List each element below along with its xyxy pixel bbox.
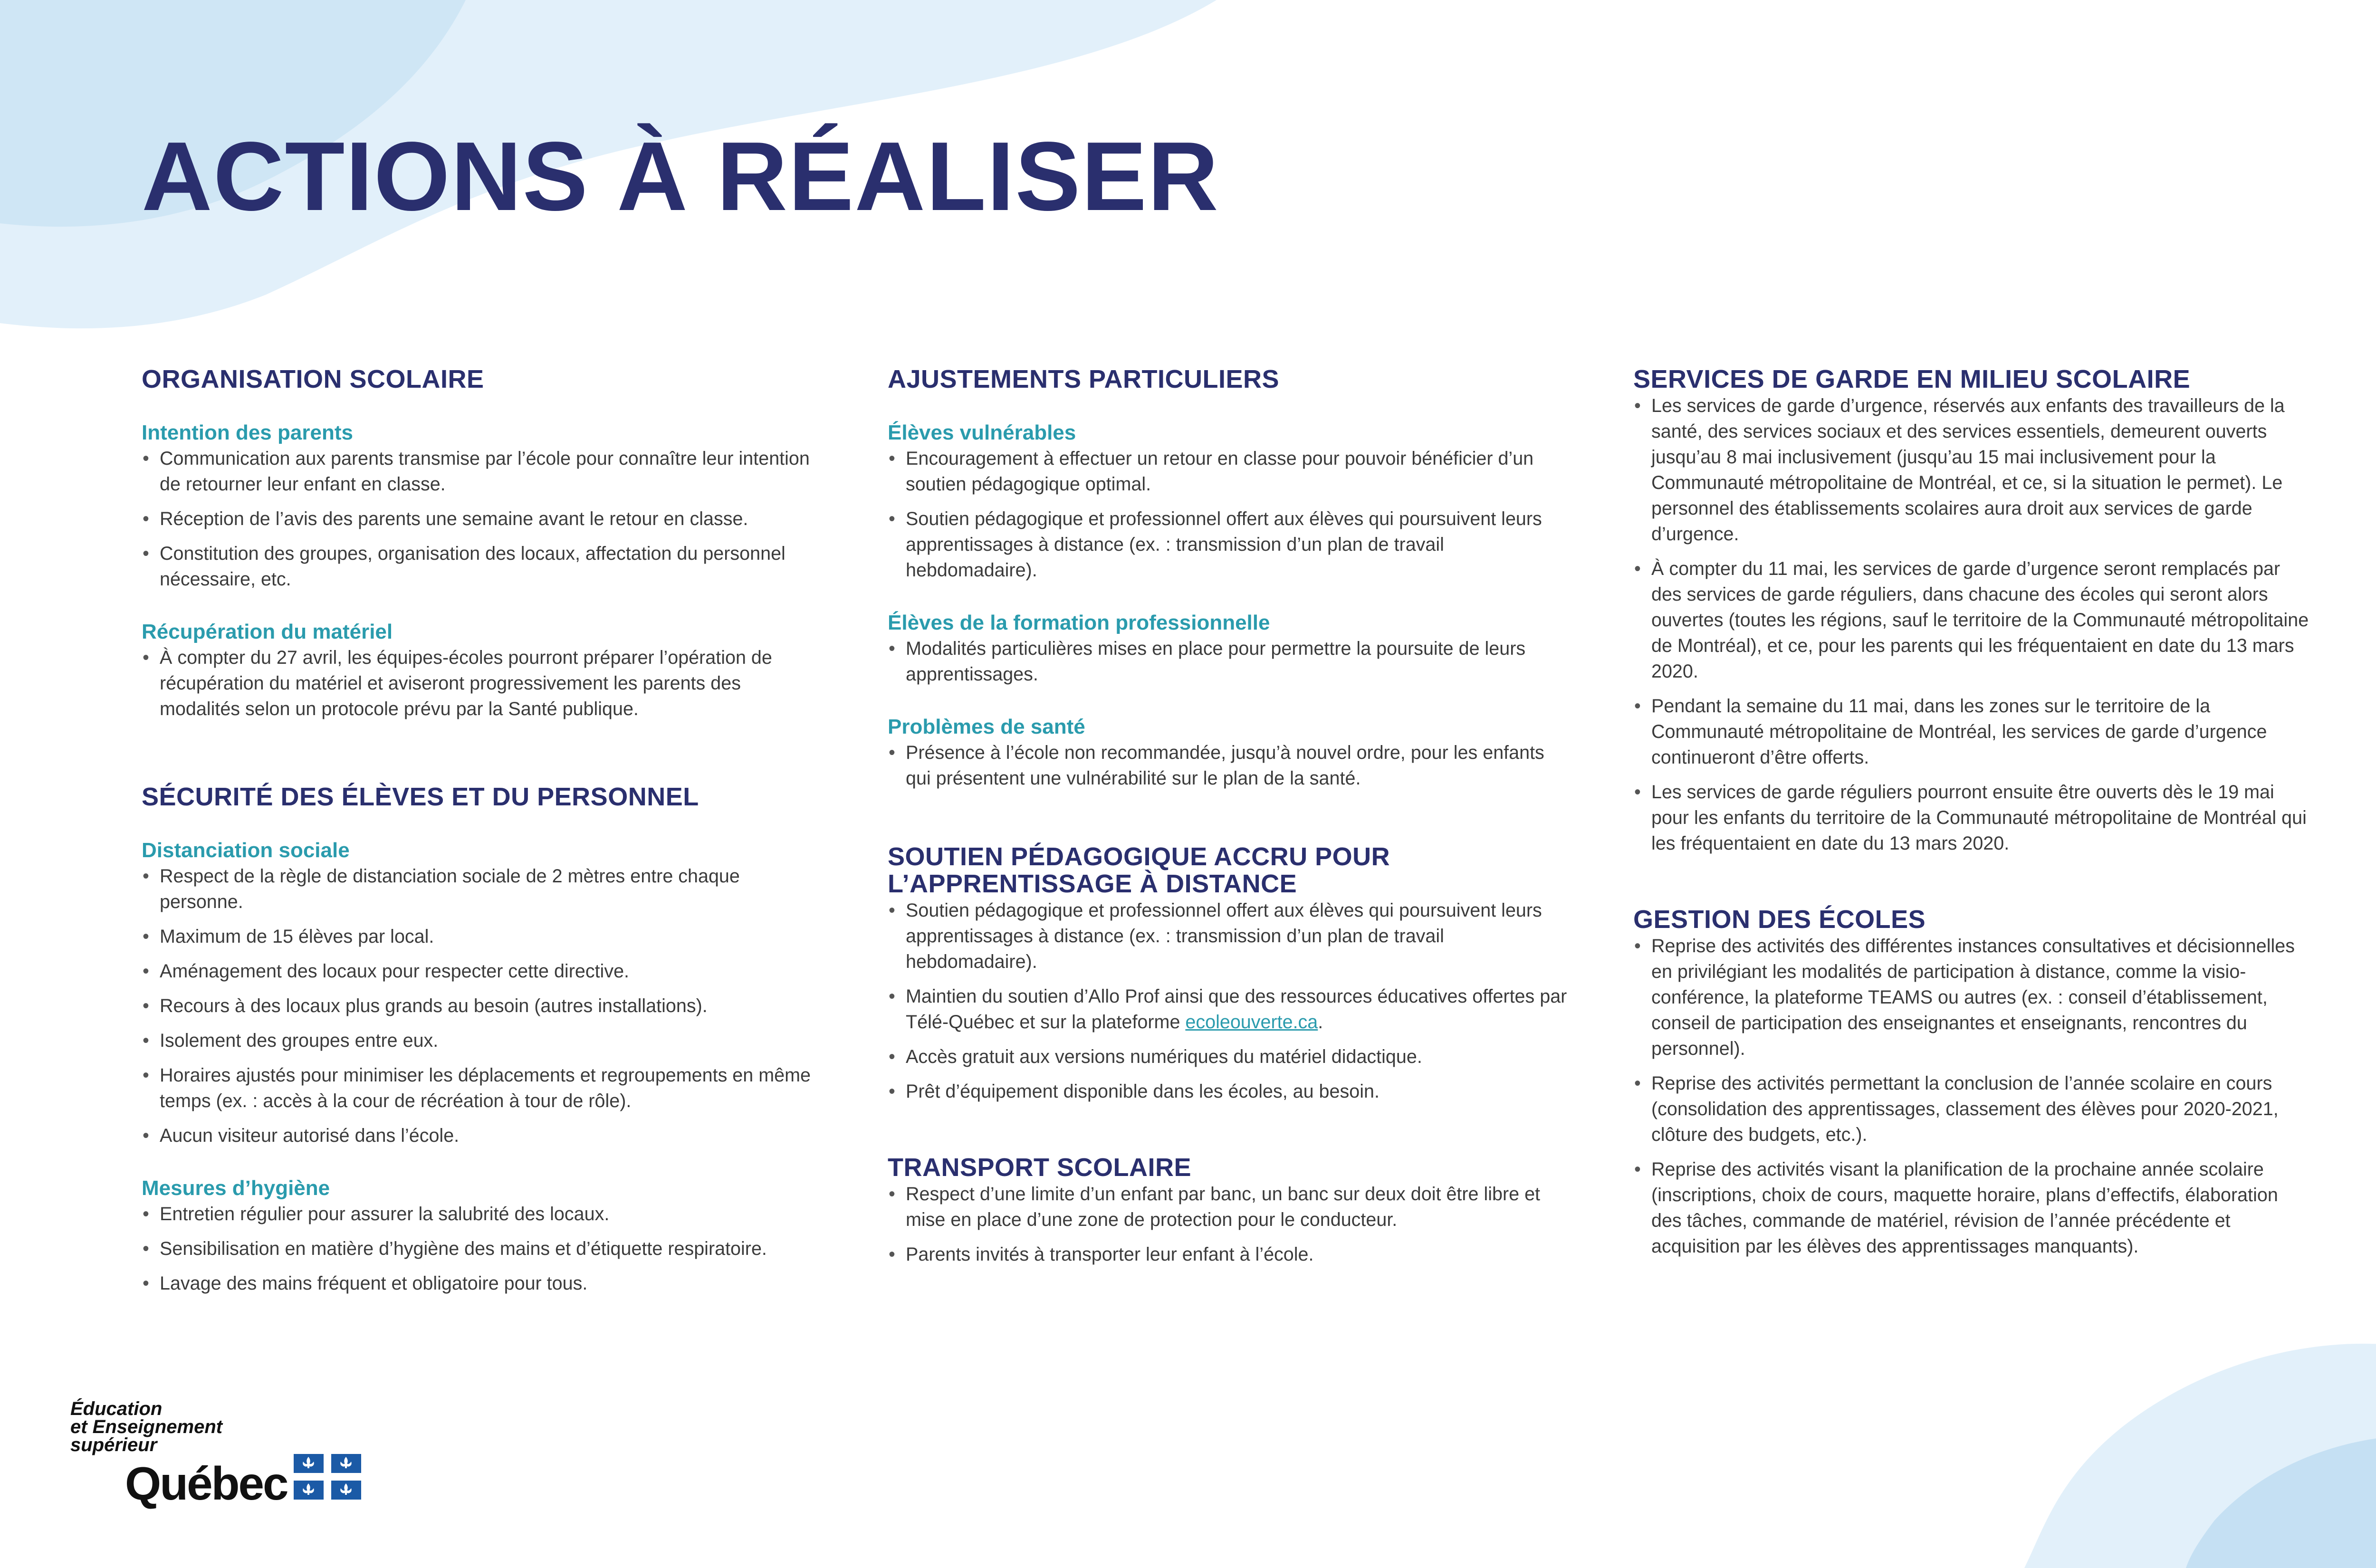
list-item-allo-prof xyxy=(888,984,1567,1035)
list-item: • À compter du 11 mai, les services de garde d’urgence seront remplacés par des services de garde réguliers, dans chacune des écoles qui seront alors ouvertes (toutes les régions, sauf le territoire de la Communauté métropolitaine de Montréal), et ce, pour les parents qui les fréquentaient en date du 13 mars 2020. xyxy=(1633,556,2313,684)
list-item: • Les services de garde réguliers pourront ensuite être ouverts dès le 19 mai pour les enfants du territoire de la Communauté métropolitaine de Montréal qui les fréquentaient en date du 13 mars 2020. xyxy=(1633,779,2313,856)
list-item: • Communication aux parents transmise par l’école pour connaître leur intention de retourner leur enfant en classe. xyxy=(142,446,821,497)
list-item: • À compter du 27 avril, les équipes-écoles pourront préparer l’opération de récupération du matériel et aviseront progressivement les parents des modalités selon un protocole prévu par la Santé publique. xyxy=(142,645,821,722)
bullet-list xyxy=(888,636,1567,687)
bullet-list xyxy=(888,446,1567,583)
list-item: • Respect de la règle de distanciation sociale de 2 mètres entre chaque personne. xyxy=(142,863,821,915)
section-organisation-scolaire xyxy=(142,366,821,722)
subheading-distanciation: Distanciation sociale xyxy=(142,839,350,862)
list-item: • Lavage des mains fréquent et obligatoire pour tous. xyxy=(142,1271,821,1296)
link-trailing-period: . xyxy=(1318,1012,1323,1033)
logo-wordmark-quebec: Québec xyxy=(125,1457,287,1510)
column-left xyxy=(142,366,821,1305)
list-item: • Aucun visiteur autorisé dans l’école. xyxy=(142,1123,821,1148)
subheading-problemes-sante: Problèmes de santé xyxy=(888,715,1085,738)
section-heading: ORGANISATION SCOLAIRE xyxy=(142,365,484,393)
allo-prof-text: Maintien du soutien d’Allo Prof ainsi que des ressources éducatives offertes par Télé-Québec et sur la plateforme xyxy=(906,986,1567,1033)
ecoleouverte-link[interactable]: ecoleouverte.ca xyxy=(1185,1012,1318,1033)
subheading-hygiene: Mesures d’hygiène xyxy=(142,1176,330,1200)
list-item: • Maximum de 15 élèves par local. xyxy=(142,924,821,949)
subheading-intention-parents: Intention des parents xyxy=(142,421,353,445)
list-item: • Présence à l’école non recommandée, jusqu’à nouvel ordre, pour les enfants qui présentent une vulnérabilité sur le plan de la santé. xyxy=(888,740,1567,791)
list-item: • Aménagement des locaux pour respecter cette directive. xyxy=(142,958,821,984)
subheading-recuperation-materiel: Récupération du matériel xyxy=(142,620,393,644)
bullet-list xyxy=(142,1201,821,1296)
subheading-eleves-vulnerables: Élèves vulnérables xyxy=(888,421,1076,445)
list-item: • Accès gratuit aux versions numériques du matériel didactique. xyxy=(888,1044,1567,1070)
quebec-flag-icon xyxy=(294,1454,361,1500)
list-item: • Modalités particulières mises en place pour permettre la poursuite de leurs apprentissages. xyxy=(888,636,1567,687)
list-item: • Sensibilisation en matière d’hygiène des mains et d’étiquette respiratoire. xyxy=(142,1236,821,1262)
quebec-ministry-logo xyxy=(70,1398,287,1510)
section-gestion-ecoles xyxy=(1633,906,2313,1259)
list-item: • Constitution des groupes, organisation des locaux, affectation du personnel nécessaire, etc. xyxy=(142,541,821,592)
list-item: • Recours à des locaux plus grands au besoin (autres installations). xyxy=(142,993,821,1019)
list-item: • Reprise des activités permettant la conclusion de l’année scolaire en cours (consolidation des apprentissages, classement des élèves pour 2020-2021, clôture des budgets, etc.). xyxy=(1633,1071,2313,1147)
logo-line-education: Éducation xyxy=(70,1398,163,1419)
section-heading: AJUSTEMENTS PARTICULIERS xyxy=(888,365,1280,393)
section-heading: SÉCURITÉ DES ÉLÈVES ET DU PERSONNEL xyxy=(142,782,699,811)
list-item: • Entretien régulier pour assurer la salubrité des locaux. xyxy=(142,1201,821,1227)
section-heading: GESTION DES ÉCOLES xyxy=(1633,905,1926,934)
list-item: • Isolement des groupes entre eux. xyxy=(142,1028,821,1053)
column-middle xyxy=(888,366,1567,1276)
list-item: • Parents invités à transporter leur enfant à l’école. xyxy=(888,1242,1567,1267)
bullet-list xyxy=(142,645,821,722)
logo-line-enseignement: et Enseignement xyxy=(70,1416,223,1437)
bullet-list xyxy=(1633,933,2313,1259)
bullet-list xyxy=(1633,393,2313,856)
bullet-list xyxy=(888,1181,1567,1267)
list-item: • Réception de l’avis des parents une semaine avant le retour en classe. xyxy=(142,506,821,532)
section-ajustements xyxy=(888,366,1567,791)
list-item: • Soutien pédagogique et professionnel offert aux élèves qui poursuivent leurs apprentissages à distance (ex. : transmission d’un plan de travail hebdomadaire). xyxy=(888,506,1567,583)
bullet-list xyxy=(888,740,1567,791)
section-transport-scolaire xyxy=(888,1154,1567,1267)
section-heading: SERVICES DE GARDE EN MILIEU SCOLAIRE xyxy=(1633,365,2191,393)
bullet-list xyxy=(888,898,1567,1104)
bullet-list xyxy=(142,863,821,1148)
list-item: • Les services de garde d’urgence, réservés aux enfants des travailleurs de la santé, des services sociaux et des services essentiels, demeurent ouverts jusqu’au 8 mai inclusivement (jusqu’au 15 mai inclusivement pour la Communauté métropolitaine de Montréal, et ce, si la situation le permet). Le personnel des établissements scolaires aura droit aux services de garde d’urgence. xyxy=(1633,393,2313,547)
list-item: • Prêt d’équipement disponible dans les écoles, au besoin. xyxy=(888,1079,1567,1104)
list-item: • Soutien pédagogique et professionnel offert aux élèves qui poursuivent leurs apprentissages à distance (ex. : transmission d’un plan de travail hebdomadaire). xyxy=(888,898,1567,975)
section-soutien-pedagogique xyxy=(888,843,1567,1104)
subheading-formation-professionnelle: Élèves de la formation professionnelle xyxy=(888,611,1270,635)
list-item: • Reprise des activités visant la planification de la prochaine année scolaire (inscriptions, choix de cours, maquette horaire, plans d’effectifs, élaboration des tâches, commande de matériel, révision de l’année précédente et acquisition par les élèves des apprentissages manquants). xyxy=(1633,1157,2313,1259)
list-item: • Reprise des activités des différentes instances consultatives et décisionnelles en privilégiant les modalités de participation à distance, comme la visio-conférence, la plateforme TEAMS ou autres (ex. : conseil d’établissement, conseil de participation des enseignantes et enseignants, rencontres du personnel). xyxy=(1633,933,2313,1061)
bullet-list xyxy=(142,446,821,592)
section-services-garde xyxy=(1633,366,2313,856)
column-right xyxy=(1633,366,2313,1268)
section-heading: TRANSPORT SCOLAIRE xyxy=(888,1153,1192,1182)
logo-line-superieur: supérieur xyxy=(70,1434,157,1455)
list-item: • Horaires ajustés pour minimiser les déplacements et regroupements en même temps (ex. : accès à la cour de récréation à tour de rôle). xyxy=(142,1062,821,1114)
list-item: • Pendant la semaine du 11 mai, dans les zones sur le territoire de la Communauté métropolitaine de Montréal, les services de garde d’urgence continueront d’être offerts. xyxy=(1633,693,2313,770)
page-title: ACTIONS À RÉALISER xyxy=(142,122,1219,231)
section-securite xyxy=(142,784,821,1296)
list-item: • Respect d’une limite d’un enfant par banc, un banc sur deux doit être libre et mise en place d’une zone de protection pour le conducteur. xyxy=(888,1181,1567,1233)
section-heading: SOUTIEN PÉDAGOGIQUE ACCRU POUR L’APPRENTISSAGE À DISTANCE xyxy=(888,842,1390,898)
list-item: • Encouragement à effectuer un retour en classe pour pouvoir bénéficier d’un soutien pédagogique optimal. xyxy=(888,446,1567,497)
